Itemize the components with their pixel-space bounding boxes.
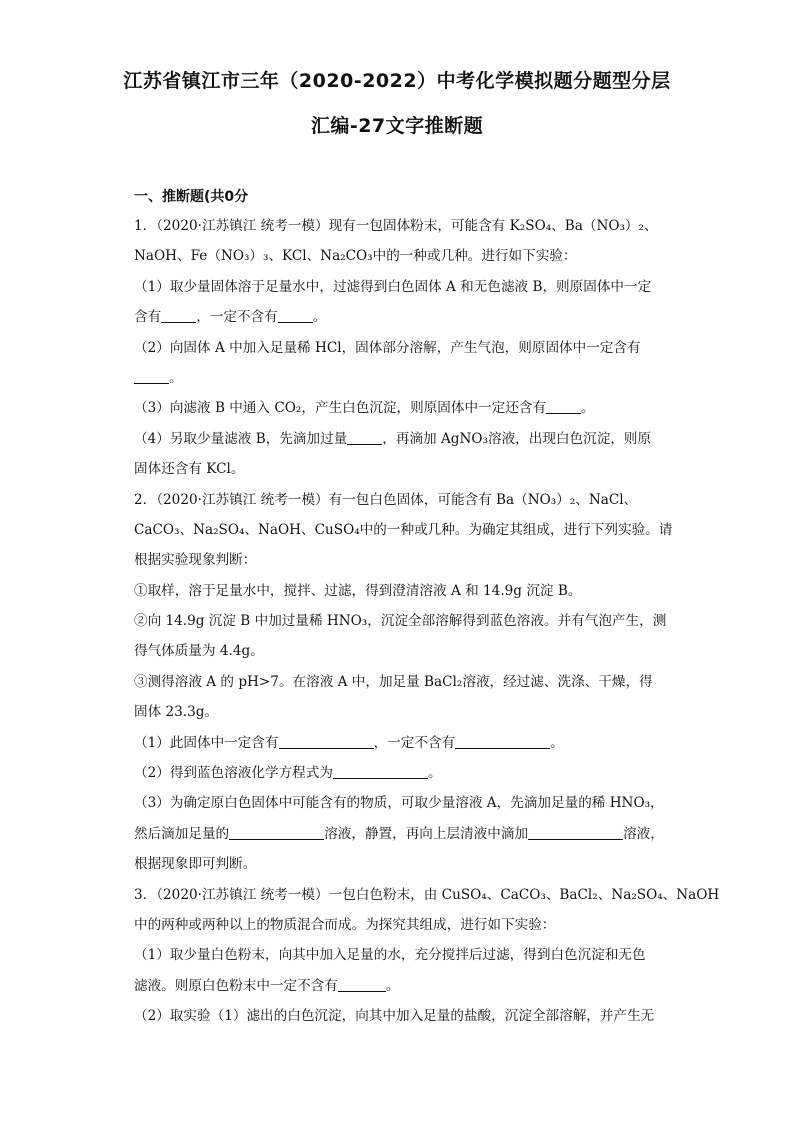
q1-text: （3）向滤液 B 中通入 CO₂，产生白色沉淀，则原固体中一定还含有 bbox=[134, 400, 547, 417]
document-title-line-2: 汇编-27文字推断题 bbox=[310, 115, 484, 137]
q2-line: 根据现象即可判断。 bbox=[134, 856, 257, 873]
q2-line: 得气体质量为 4.4g。 bbox=[134, 643, 264, 660]
q1-text: 。 bbox=[581, 400, 595, 417]
answer-blank[interactable] bbox=[229, 824, 324, 840]
q3-line: （1）取少量白色粉末，向其中加入足量的水，充分搅拌后过滤，得到白色沉淀和无色 bbox=[134, 947, 646, 964]
q2-line: 2．（2020·江苏镇江 统考一模）有一包白色固体，可能含有 Ba（NO₃）₂、NaCl、 bbox=[134, 491, 638, 508]
answer-blank[interactable] bbox=[161, 307, 196, 323]
q1-line: 1．（2020·江苏镇江 统考一模）现有一包固体粉末，可能含有 K₂SO₄、Ba（NO₃）₂、 bbox=[134, 218, 658, 234]
q1-line: （1）取少量固体溶于足量水中，过滤得到白色固体 A 和无色滤液 B，则原固体中一定 bbox=[134, 278, 652, 295]
q1-line: NaOH、Fe（NO₃）₃、KCl、Na₂CO₃中的一种或几种。进行如下实验： bbox=[134, 248, 577, 265]
answer-blank[interactable] bbox=[347, 429, 382, 445]
q1-text: （4）另取少量滤液 B，先滴加过量 bbox=[134, 430, 348, 447]
q2-line: CaCO₃、Na₂SO₄、NaOH、CuSO₄中的一种或几种。为确定其组成，进行下列实验。请 bbox=[134, 521, 673, 538]
q2-line: ①取样，溶于足量水中，搅拌、过滤，得到澄清溶液 A 和 14.9g 沉淀 B。 bbox=[134, 582, 582, 599]
questions-body bbox=[134, 211, 720, 1032]
answer-blank[interactable] bbox=[279, 733, 374, 749]
q3-line: 3．（2020·江苏镇江 统考一模）一包白色粉末，由 CuSO₄、CaCO₃、BaCl₂、Na₂SO₄、NaOH bbox=[134, 886, 720, 903]
answer-blank[interactable] bbox=[546, 398, 581, 414]
q2-line: ③测得溶液 A 的 pH>7。在溶液 A 中，加足量 BaCl₂溶液，经过滤、洗涤、干燥，得 bbox=[134, 673, 653, 690]
answer-blank[interactable] bbox=[455, 733, 550, 749]
q2-line bbox=[134, 758, 664, 788]
q1-text: 。 bbox=[312, 309, 327, 326]
answer-blank[interactable] bbox=[333, 763, 428, 779]
q2-line: （3）为确定原白色固体中可能含有的物质，可取少量溶液 A，先滴加足量的稀 HNO₃， bbox=[134, 795, 664, 812]
q3-line: 中的两种或两种以上的物质混合而成。为探究其组成，进行如下实验： bbox=[134, 916, 556, 933]
q2-line bbox=[134, 819, 664, 849]
answer-blank[interactable] bbox=[278, 307, 313, 323]
q2-text: 溶液，静置，再向上层清液中滴加 bbox=[324, 825, 529, 842]
q1-text: 。 bbox=[169, 369, 183, 386]
q2-text: 。 bbox=[427, 765, 442, 782]
q2-text: 溶液， bbox=[623, 825, 664, 842]
q3-line bbox=[134, 971, 664, 1001]
q1-line bbox=[134, 393, 664, 423]
q1-line bbox=[134, 363, 664, 393]
q1-text: ，一定不含有 bbox=[196, 309, 278, 326]
section-heading: 一、推断题(共0分 bbox=[134, 189, 249, 205]
q2-text: （2）得到蓝色溶液化学方程式为 bbox=[134, 765, 333, 782]
q2-text: 然后滴加足量的 bbox=[134, 825, 230, 842]
q2-line: 根据实验现象判断： bbox=[134, 552, 257, 569]
q1-line: （2）向固体 A 中加入足量稀 HCl，固体部分溶解，产生气泡，则原固体中一定含有 bbox=[134, 339, 641, 356]
q2-text: 。 bbox=[550, 734, 564, 751]
q3-text: 滤液。则原白色粉末中一定不含有 bbox=[134, 977, 338, 994]
q2-line: ②向 14.9g 沉淀 B 中加过量稀 HNO₃，沉淀全部溶解得到蓝色溶液。并有气泡产生，测 bbox=[134, 613, 667, 630]
q3-text: 。 bbox=[385, 977, 400, 994]
answer-blank[interactable] bbox=[134, 368, 169, 384]
q3-line: （2）取实验（1）滤出的白色沉淀，向其中加入足量的盐酸，沉淀全部溶解，并产生无 bbox=[134, 1008, 655, 1025]
q2-line: 固体 23.3g。 bbox=[134, 704, 219, 721]
q1-text: 含有 bbox=[134, 309, 162, 326]
answer-blank[interactable] bbox=[338, 976, 386, 992]
q1-line bbox=[134, 424, 664, 454]
q2-text: ，一定不含有 bbox=[373, 734, 456, 751]
q1-line bbox=[134, 302, 664, 332]
q2-line bbox=[134, 728, 664, 758]
q2-text: （1）此固体中一定含有 bbox=[134, 734, 279, 751]
answer-blank[interactable] bbox=[528, 824, 623, 840]
q1-text: ，再滴加 AgNO₃溶液，出现白色沉淀，则原 bbox=[382, 430, 652, 447]
q1-line: 固体还含有 KCl。 bbox=[134, 461, 245, 478]
document-title-line-1: 江苏省镇江市三年（2020-2022）中考化学模拟题分题型分层 bbox=[123, 70, 671, 92]
